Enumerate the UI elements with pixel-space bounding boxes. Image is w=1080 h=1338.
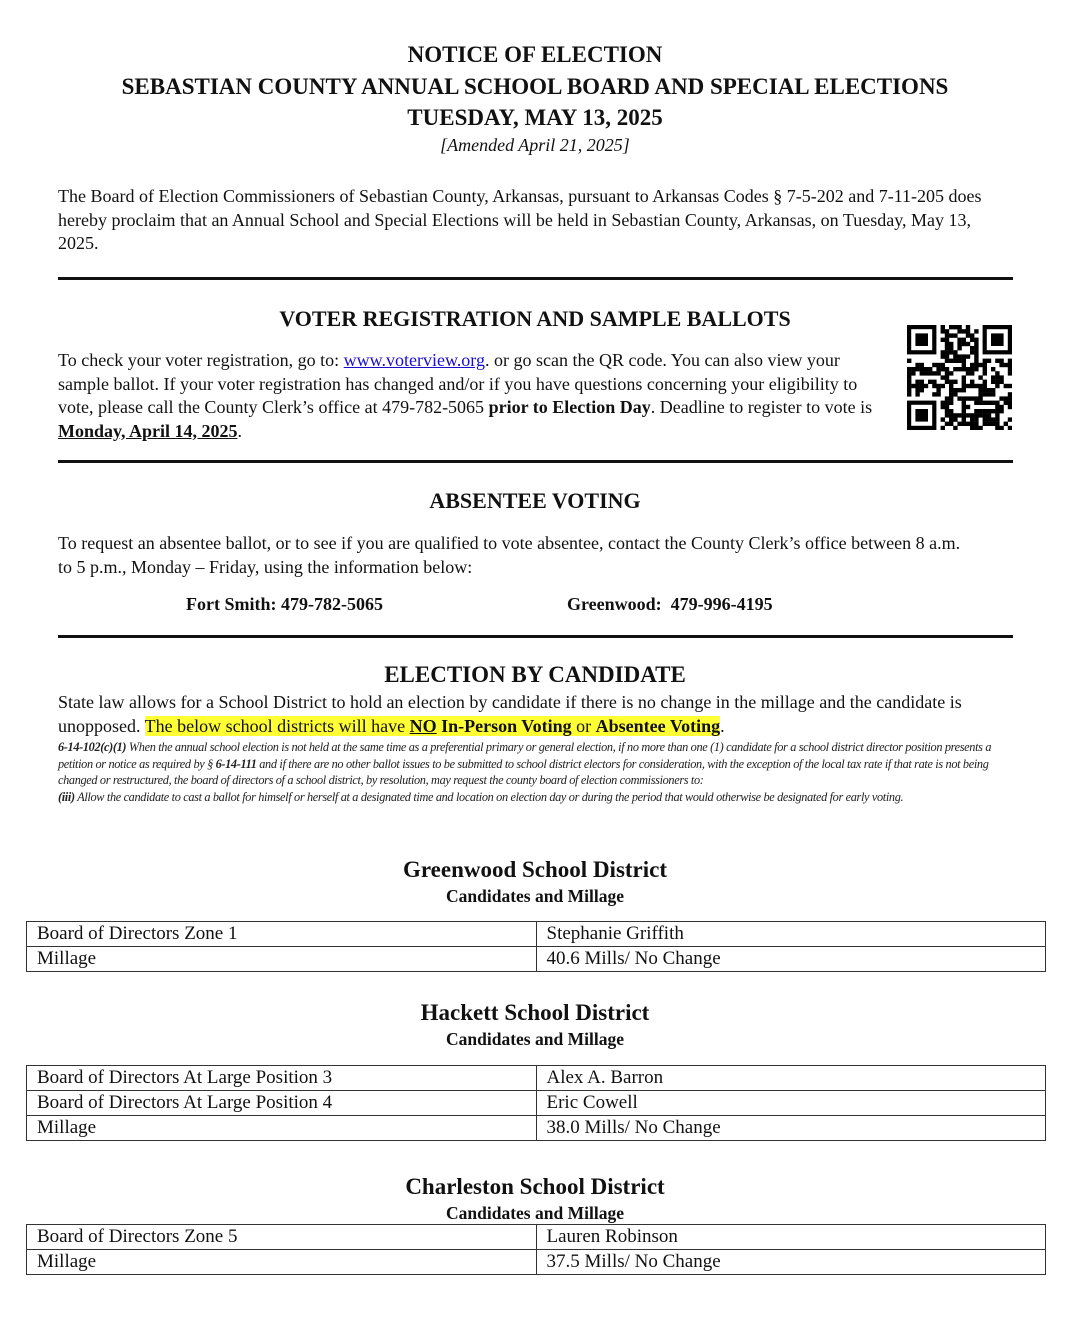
district-table: [26, 1065, 1046, 1141]
district-subtitle: Candidates and Millage: [446, 1203, 624, 1223]
position-cell: Millage: [27, 947, 537, 972]
district-name: Hackett School District: [420, 1000, 650, 1025]
text: The below school districts will have: [144, 715, 410, 736]
text: Allow the candidate to cast a ballot for himself or herself at a designated time and location on election day or during the period that would otherwise be designated for early voting.: [74, 789, 904, 804]
candidate-cell: 40.6 Mills/ No Change: [536, 947, 1046, 972]
district-name: Charleston School District: [405, 1174, 665, 1199]
text: .: [720, 715, 725, 736]
intro-paragraph: The Board of Election Commissioners of Sebastian County, Arkansas, pursuant to Arkansas Codes § 7-5-202 and 7-11-205 does hereby proclaim that an Annual School and Special Elections will be held in Sebastian County, Arkansas, on Tuesday, May 13, 2025.: [58, 186, 982, 253]
position-cell: Board of Directors Zone 5: [27, 1225, 537, 1250]
candidate-cell: Stephanie Griffith: [536, 922, 1046, 947]
position-cell: Board of Directors Zone 1: [27, 922, 537, 947]
text: To check your voter registration, go to:: [58, 350, 344, 370]
district-table: [26, 1224, 1046, 1275]
qr-code[interactable]: [907, 325, 1012, 430]
position-cell: Board of Directors At Large Position 4: [27, 1091, 537, 1116]
fort-smith-phone: Fort Smith: 479-782-5065: [186, 594, 383, 614]
text: In-Person Voting: [441, 715, 572, 736]
table-row: [27, 1116, 1046, 1141]
candidate-cell: 37.5 Mills/ No Change: [536, 1250, 1046, 1275]
absentee-heading: ABSENTEE VOTING: [429, 488, 641, 513]
table-row: [27, 947, 1046, 972]
legal-citation: [58, 739, 1023, 805]
divider: [58, 460, 1013, 463]
text: .: [237, 420, 243, 441]
registration-deadline: Monday, April 14, 2025: [58, 420, 238, 441]
election-title: SEBASTIAN COUNTY ANNUAL SCHOOL BOARD AND SPECIAL ELECTIONS: [121, 74, 949, 99]
code: (iii): [58, 789, 75, 804]
table-row: [27, 922, 1046, 947]
text: State law allows for a School District to hold an election by candidate if there is no change in the millage and the candidate is unopposed.: [58, 692, 962, 736]
divider: [58, 277, 1013, 280]
by-candidate-heading: ELECTION BY CANDIDATE: [384, 662, 686, 687]
registration-paragraph: [58, 349, 878, 443]
table-row: [27, 1066, 1046, 1091]
district-subtitle: Candidates and Millage: [446, 886, 624, 906]
code: 6-14-102(c)(1): [58, 740, 127, 754]
text: or: [571, 715, 596, 736]
highlight-notice: [145, 716, 721, 736]
table-row: [27, 1250, 1046, 1275]
amended-note: [Amended April 21, 2025]: [440, 135, 630, 155]
candidate-cell: Lauren Robinson: [536, 1225, 1046, 1250]
position-cell: Board of Directors At Large Position 3: [27, 1066, 537, 1091]
absentee-paragraph: To request an absentee ballot, or to see if you are qualified to vote absentee, contact the County Clerk’s office between 8 a.m. to 5 p.m., Monday – Friday, using the information below:: [58, 533, 961, 577]
district-name: Greenwood School District: [402, 857, 668, 882]
text: Absentee Voting: [595, 715, 721, 736]
election-date: TUESDAY, MAY 13, 2025: [407, 105, 663, 130]
position-cell: Millage: [27, 1250, 537, 1275]
registration-heading: VOTER REGISTRATION AND SAMPLE BALLOTS: [279, 306, 791, 331]
table-row: [27, 1225, 1046, 1250]
text: NO: [409, 715, 437, 736]
divider: [58, 635, 1013, 638]
notice-title: NOTICE OF ELECTION: [407, 42, 663, 67]
text: prior to Election Day: [488, 397, 651, 417]
candidate-cell: 38.0 Mills/ No Change: [536, 1116, 1046, 1141]
text: . Deadline to register to vote is: [650, 397, 873, 417]
candidate-cell: Alex A. Barron: [536, 1066, 1046, 1091]
district-subtitle: Candidates and Millage: [446, 1029, 624, 1049]
candidate-cell: Eric Cowell: [536, 1091, 1046, 1116]
table-row: [27, 1091, 1046, 1116]
greenwood-phone: Greenwood: 479-996-4195: [567, 594, 773, 614]
district-table: [26, 921, 1046, 972]
by-candidate-paragraph: [58, 691, 998, 738]
text: When the annual school election is not held at the same time as a preferential primary or general election, if no more than one (1) candidate for a school district director position presents a petition or notice as required by §: [58, 740, 992, 771]
text: and if there are no other ballot issues to be submitted to school district electors for consideration, with the exception of the local tax rate if that rate is not being changed or restructured, the board of directors of a school district, by resolution, may request the county board of election commissioners to:: [58, 756, 989, 788]
voterview-link[interactable]: www.voterview.org: [343, 350, 485, 370]
text: . or go scan the QR code. You can also view your sample ballot. If your voter registration has changed and/or if you have questions concerning your eligibility to vote, please call the County Clerk’s office at 479-782-5065: [58, 350, 858, 417]
code: 6-14-111: [215, 756, 257, 771]
position-cell: Millage: [27, 1116, 537, 1141]
